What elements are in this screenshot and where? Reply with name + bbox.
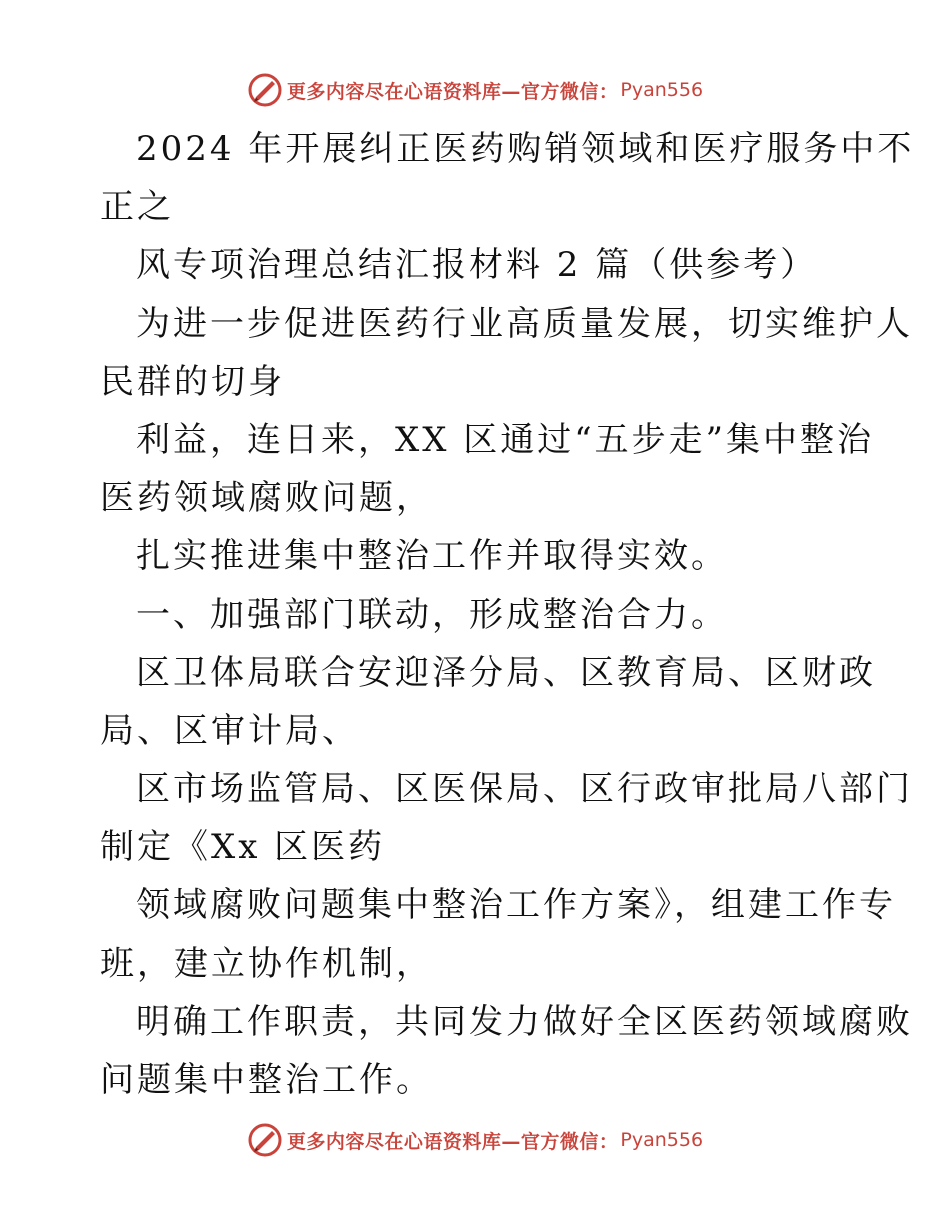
footer-banner-text: 更多内容尽在心语资料库—官方微信： (286, 1130, 619, 1153)
text-line: 问题集中整治工作。 (100, 1060, 433, 1100)
text-line: 局、区审计局、 (100, 710, 359, 751)
text-line: 民群的切身 (100, 361, 285, 402)
pen-circle-logo-icon (247, 72, 283, 108)
footer-banner (0, 1120, 950, 1160)
pen-circle-logo-icon (247, 1122, 283, 1158)
text-line: 2024 年开展纠正医药购销领域和医疗服务中不 (136, 129, 915, 169)
text-line: 利益，连日来，XX 区通过“五步走”集中整治 (136, 419, 874, 460)
text-line: 一、加强部门联动，形成整治合力。 (136, 594, 728, 635)
text-line: 正之 (100, 187, 174, 228)
header-wechat-id: Pyan556 (620, 79, 704, 101)
text-line: 区卫体局联合安迎泽分局、区教育局、区财政 (136, 652, 876, 693)
text-line: 扎实推进集中整治工作并取得实效。 (136, 536, 728, 577)
header-banner (0, 70, 950, 110)
text-line: 区市场监管局、区医保局、区行政审批局八部门 (136, 769, 913, 810)
text-line: 明确工作职责，共同发力做好全区医药领域腐败 (136, 1001, 913, 1042)
text-line: 班，建立协作机制， (100, 943, 433, 984)
text-line: 医药领域腐败问题， (100, 478, 433, 519)
text-line: 风专项治理总结汇报材料 2 篇（供参考） (136, 245, 818, 286)
footer-wechat-id: Pyan556 (620, 1129, 704, 1151)
document-body (100, 120, 915, 1109)
text-line: 制定《Xx 区医药 (100, 827, 386, 868)
text-line: 为进一步促进医药行业高质量发展，切实维护人 (136, 303, 913, 344)
text-line: 领域腐败问题集中整治工作方案》，组建工作专 (136, 885, 896, 926)
header-banner-text: 更多内容尽在心语资料库—官方微信： (286, 80, 619, 103)
